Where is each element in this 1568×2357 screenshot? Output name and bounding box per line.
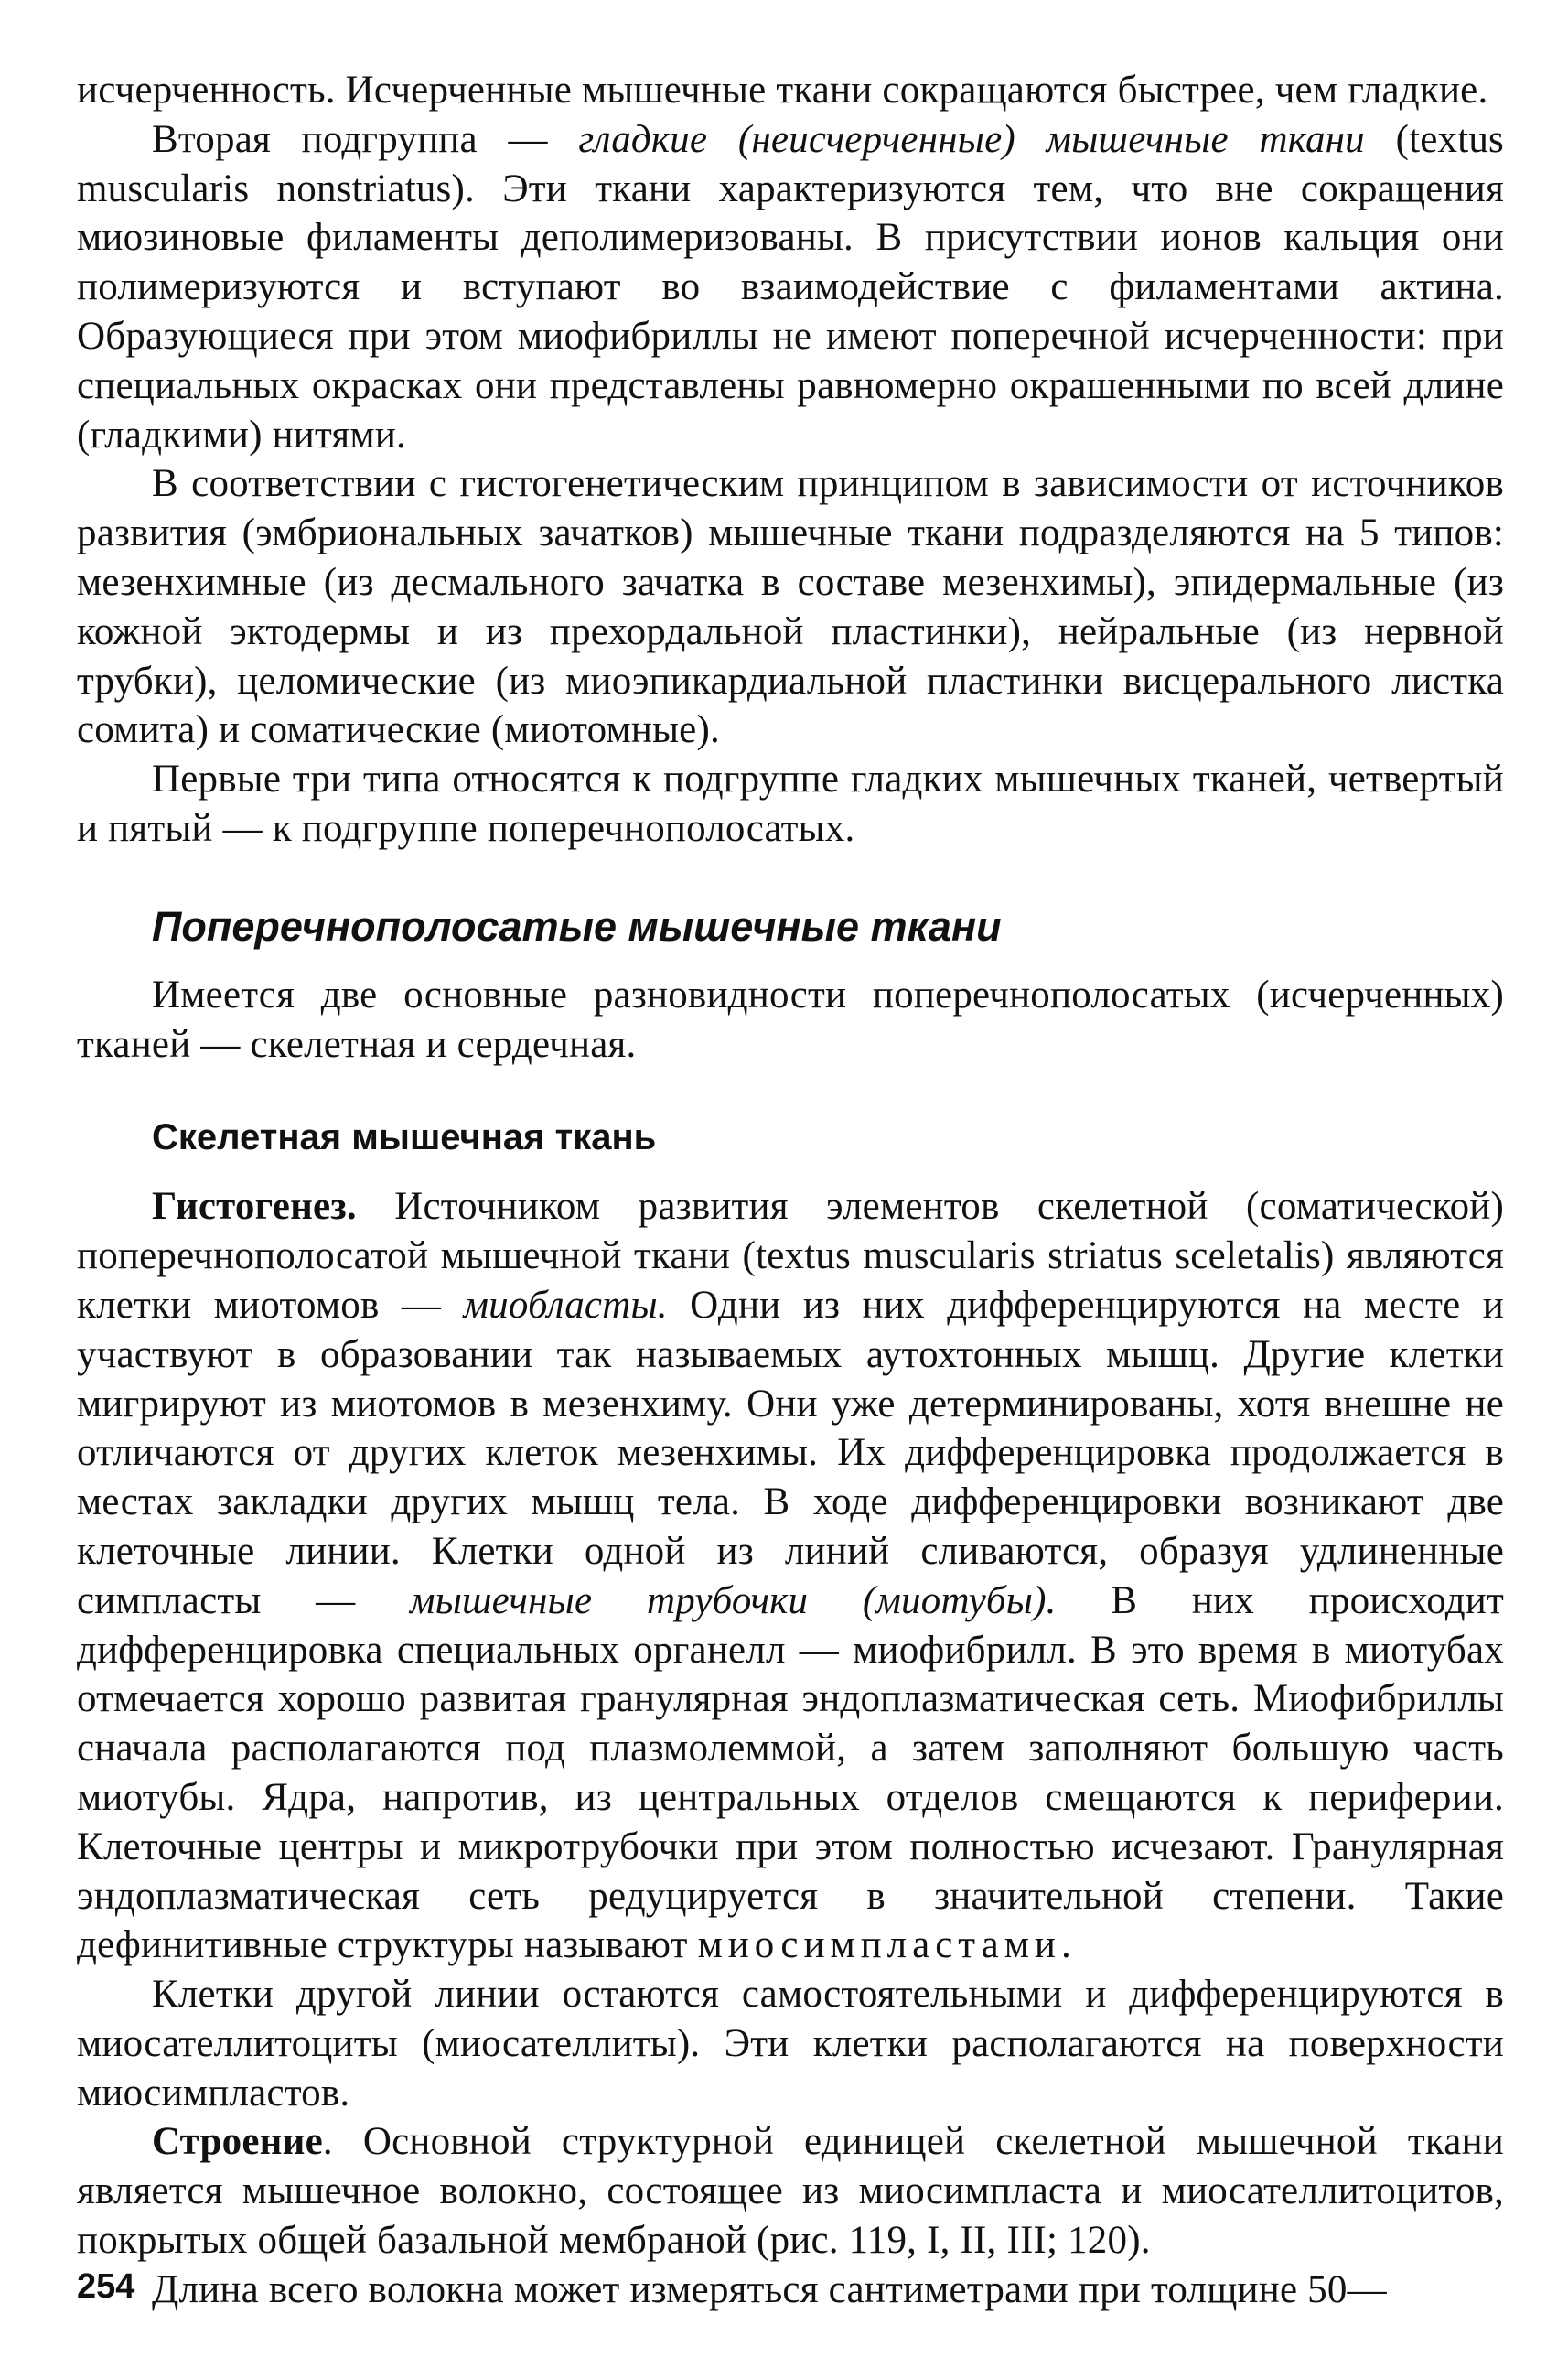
italic-term: мышечные трубочки (миотубы). [410, 1578, 1057, 1622]
text-run: Одни из них дифференцируются на месте и участвуют в образовании так называемых аутохтонных мышц. Другие клетки мигрируют из миотомов в мезенхиму. Они уже детерминированы, хотя внешне не отличаются от других клеток мезенхимы. Их дифференцировка продолжается в местах закладки других мышц тела. В ходе дифференцировки возникают две клеточные линии. Клетки одной из линий сливаются, образуя удлиненные симпласты — [77, 1283, 1504, 1622]
paragraph-fiber-length: Длина всего волокна может измеряться сантиметрами при толщине 50— [152, 2267, 1387, 2311]
page-number: 254 [77, 2267, 135, 2306]
paragraph-structure [77, 2117, 1504, 2265]
text-run: . Основной структурной единицей скелетной мышечной ткани является мышечное волокно, состоящее из миосимпласта и миосателлитоцитов, покрытых общей базальной мембраной (рис. 119, I, II, III; 120). [77, 2120, 1504, 2263]
subsection-heading-skeletal: Скелетная мышечная ткань [152, 1117, 657, 1158]
text-run: В них происходит дифференцировка специальных органелл — миофибрилл. В это время в миотубах отмечается хорошо развитая гранулярная эндоплазматическая сеть. Миофибриллы сначала располагаются под плазмолеммой, а затем заполняют большую часть миотубы. Ядра, напротив, из центральных отделов смещаются к периферии. Клеточные центры и микротрубочки при этом полностью исчезают. Гранулярная эндоплазматическая сеть редуцируется в значительной степени. Такие дефинитивные структуры называют [77, 1578, 1505, 1967]
paragraph-intro: Имеется две основные разновидности поперечнополосатых (исчерченных) тканей — скелетная и сердечная. [77, 973, 1504, 1066]
paragraph-satellite-cells: Клетки другой линии остаются самостоятельными и дифференцируются в миосателлитоциты (миосателлиты). Эти клетки располагаются на поверхности миосимпластов. [77, 1973, 1504, 2115]
bold-label: Гистогенез. [152, 1185, 357, 1229]
spaced-term: миосимпластами [697, 1923, 1061, 1967]
paragraph-smooth-tissue [77, 115, 1504, 460]
paragraph-subgroups: Первые три типа относятся к подгруппе гладких мышечных тканей, четвертый и пятый — к подгруппе поперечнополосатых. [77, 758, 1504, 850]
text-run: (textus muscularis nonstriatus). Эти ткани характеризуются тем, что вне сокращения миозиновые филаменты деполимеризованы. В присутствии ионов кальция они полимеризуются и вступают во взаимодействие с филаментами актина. Образующиеся при этом миофибриллы не имеют поперечной исчерченности: при специальных окрасках они представлены равномерно окрашенными по всей длине (гладкими) нитями. [77, 117, 1504, 457]
text-run: . [1060, 1923, 1071, 1967]
text-run: Вторая подгруппа — [152, 117, 579, 161]
paragraph-histogenesis [77, 1182, 1504, 1970]
italic-term: миобласты. [463, 1283, 668, 1327]
paragraph-histogenetic-types: В соответствии с гистогенетическим принципом в зависимости от источников развития (эмбриональных зачатков) мышечные ткани подразделяются на 5 типов: мезенхимные (из десмального зачатка в составе мезенхимы), эпидермальные (из кожной эктодермы и из прехордальной пластинки), нейральные (из нервной трубки), целомические (из миоэпикардиальной пластинки висцерального листка сомита) и соматические (миотомные). [77, 462, 1504, 752]
paragraph-continuation: исчерченность. Исчерченные мышечные ткани сокращаются быстрее, чем гладкие. [77, 69, 1488, 112]
italic-term: гладкие (неисчерченные) мышечные ткани [578, 117, 1365, 161]
bold-label: Строение [152, 2120, 323, 2164]
section-heading-striated: Поперечнополосатые мышечные ткани [152, 902, 1002, 950]
text-run: Источником развития элементов скелетной (соматической) поперечнополосатой мышечной ткани (textus muscularis striatus sceletalis) являются клетки миотомов — [77, 1185, 1504, 1327]
